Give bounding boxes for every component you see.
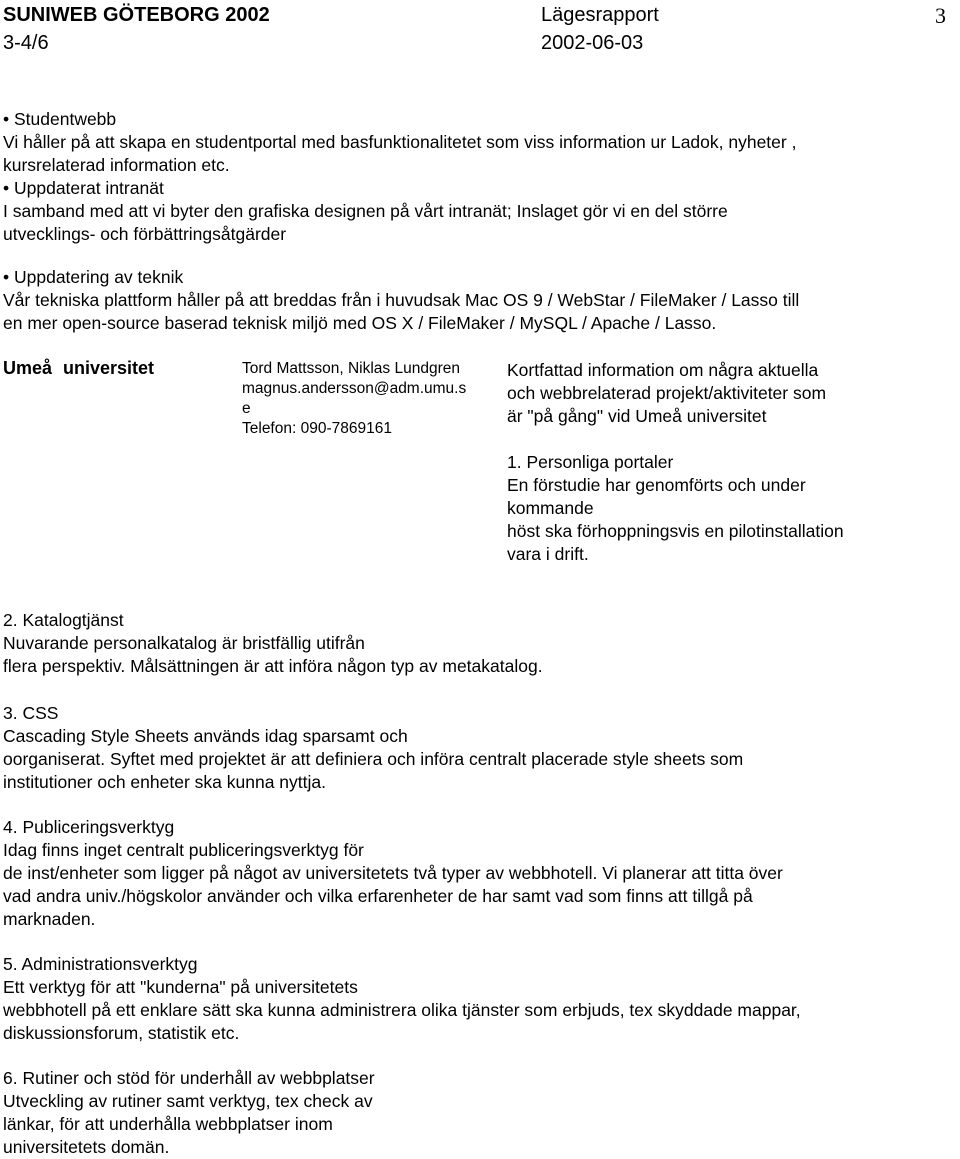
section-heading: 5. Administrationsverktyg: [3, 954, 198, 974]
contact-email-end: e: [242, 400, 251, 417]
section-css: [3, 702, 743, 794]
page-number: 3: [935, 3, 946, 28]
body-text: kommande: [507, 498, 594, 518]
bullet-intranat: • Uppdaterat intranät: [3, 178, 164, 198]
body-text: kursrelaterad information etc.: [3, 155, 230, 175]
contact-phone: Telefon: 090-7869161: [242, 420, 392, 437]
body-text: marknaden.: [3, 909, 96, 929]
body-text: Cascading Style Sheets används idag sparsamt och: [3, 726, 408, 746]
body-text: de inst/enheter som ligger på något av universitetets två typer av webbhotell. Vi planerar att titta över: [3, 863, 783, 883]
summary-block: [507, 359, 826, 428]
body-text: Vår tekniska plattform håller på att breddas från i huvudsak Mac OS 9 / WebStar / FileMaker / Lasso till: [3, 290, 800, 310]
section-administrationsverktyg: [3, 953, 801, 1045]
bullet-studentwebb: • Studentwebb: [3, 109, 117, 129]
body-text: En förstudie har genomförts och under: [507, 475, 806, 495]
body-text: oorganiserat. Syftet med projektet är att definiera och införa centralt placerade style sheets som: [3, 749, 744, 769]
contact-names: Tord Mattsson, Niklas Lundgren: [242, 360, 460, 377]
university-name: Umeå universitet: [3, 358, 155, 378]
section-heading: 2. Katalogtjänst: [3, 610, 124, 630]
body-text: flera perspektiv. Målsättningen är att införa någon typ av metakatalog.: [3, 656, 543, 676]
body-text: I samband med att vi byter den grafiska designen på vårt intranät; Inslaget gör vi en del större: [3, 201, 728, 221]
section-rutiner: [3, 1067, 375, 1159]
page-range: 3-4/6: [3, 32, 49, 54]
section-katalogtjanst: [3, 609, 543, 678]
section-heading: 6. Rutiner och stöd för underhåll av webbplatser: [3, 1068, 375, 1088]
body-text: vad andra univ./högskolor använder och vilka erfarenheter de har samt vad som finns att tillgå på: [3, 886, 753, 906]
document-title: SUNIWEB GÖTEBORG 2002: [3, 4, 270, 26]
body-text: diskussionsforum, statistik etc.: [3, 1023, 240, 1043]
body-text: webbhotell på ett enklare sätt ska kunna administrera olika tjänster som erbjuds, tex skyddade mappar,: [3, 1000, 801, 1020]
summary-text: och webbrelaterad projekt/aktiviteter som: [507, 383, 827, 403]
body-text: utvecklings- och förbättringsåtgärder: [3, 224, 287, 244]
body-text: Ett verktyg för att "kunderna" på universitetets: [3, 977, 358, 997]
report-type: Lägesrapport: [541, 4, 659, 26]
bullet-teknik: • Uppdatering av teknik: [3, 267, 184, 287]
intro-section: [3, 108, 796, 246]
body-text: Vi håller på att skapa en studentportal med basfunktionalitetet som viss information ur Ladok, nyheter ,: [3, 132, 797, 152]
section-heading: 1. Personliga portaler: [507, 452, 674, 472]
contact-email: magnus.andersson@adm.umu.s: [242, 380, 467, 397]
section-publiceringsverktyg: [3, 816, 783, 931]
body-text: vara i drift.: [507, 544, 589, 564]
body-text: Idag finns inget centralt publiceringsverktyg för: [3, 840, 364, 860]
tech-section: [3, 266, 799, 335]
report-date: 2002-06-03: [541, 32, 644, 54]
body-text: Utveckling av rutiner samt verktyg, tex check av: [3, 1091, 373, 1111]
section-personliga-portaler: [507, 451, 844, 566]
summary-text: Kortfattad information om några aktuella: [507, 360, 819, 380]
section-heading: 4. Publiceringsverktyg: [3, 817, 175, 837]
summary-text: är "på gång" vid Umeå universitet: [507, 406, 767, 426]
body-text: en mer open-source baserad teknisk miljö med OS X / FileMaker / MySQL / Apache / Lasso.: [3, 313, 717, 333]
section-heading: 3. CSS: [3, 703, 59, 723]
body-text: Nuvarande personalkatalog är bristfällig utifrån: [3, 633, 365, 653]
contact-block: [242, 359, 466, 439]
body-text: universitetets domän.: [3, 1137, 170, 1157]
body-text: länkar, för att underhålla webbplatser inom: [3, 1114, 333, 1134]
body-text: höst ska förhoppningsvis en pilotinstallation: [507, 521, 844, 541]
body-text: institutioner och enheter ska kunna nyttja.: [3, 772, 326, 792]
